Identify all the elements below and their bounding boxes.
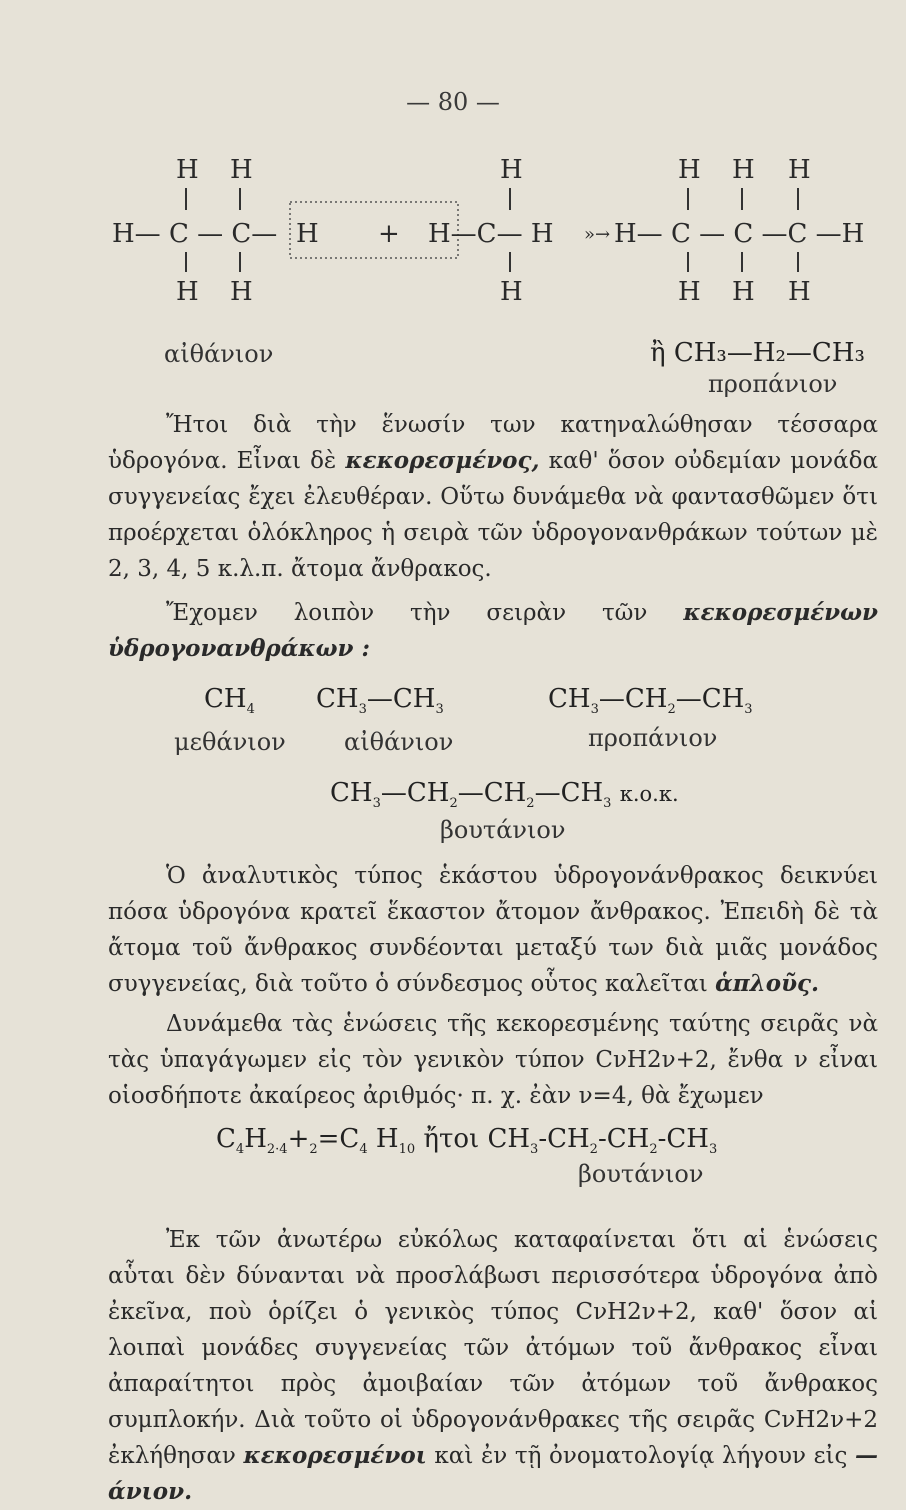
svg-text:H: H: [500, 277, 523, 307]
svg-text:H: H: [732, 277, 755, 307]
svg-text:H: H: [230, 155, 253, 185]
svg-text:H: H: [788, 155, 811, 185]
svg-text:H: H: [176, 155, 199, 185]
ethane-formula: $CH_3—CH_3$: [316, 684, 444, 718]
svg-text:»→: »→: [584, 224, 611, 245]
propane-label: προπάνιον: [708, 370, 838, 398]
svg-text:H: H: [500, 155, 523, 185]
reaction-structural-formula: [0, 140, 906, 310]
paragraph-2: Ἔχομεν λοιπὸν τὴν σειρὰν τῶν κεκορεσμένων ὑδρογονανθράκων :: [108, 599, 878, 662]
butane-equation: $C_4H_{2\cdot 4}+_2=C_4$ $H_{10}$ ἤτοι $CH_3-CH_2-CH_2-CH_3$: [216, 1124, 718, 1158]
emphasis-saturated-hydrocarbons: κεκορεσμένων ὑδρογονανθράκων :: [108, 599, 878, 662]
svg-text:H: H: [732, 155, 755, 185]
butane-equation-name: βουτάνιον: [578, 1160, 704, 1188]
svg-text:H: H: [230, 277, 253, 307]
svg-text:H: H: [176, 277, 199, 307]
paragraph-1: Ἤτοι διὰ τὴν ἕνωσίν των κατηναλώθησαν τέσσαρα ὑδρογόνα. Εἶναι δὲ κεκορεσμένος, καθ' ὅσον οὐδεμίαν μονάδα συγγενείας ἔχει ἐλευθέραν. Οὕτω δυνάμεθα νὰ φαντασθῶμεν ὅτι προέρχεται ὁλόκληρος ἡ σειρὰ τῶν ὑδρογονανθράκων τούτων μὲ 2, 3, 4, 5 κ.λ.π. ἄτομα ἄνθρακος.: [108, 412, 878, 582]
svg-text:H—C— H: H—C— H: [428, 219, 554, 249]
page-number: — 80 —: [406, 88, 500, 116]
butane-name: βουτάνιον: [440, 816, 566, 844]
emphasis-saturated-plural: κεκορεσμένοι: [243, 1442, 427, 1469]
svg-text:H: H: [788, 277, 811, 307]
paragraph-4: Δυνάμεθα τὰς ἑνώσεις τῆς κεκορεσμένης ταύτης σειρᾶς νὰ τὰς ὑπαγάγωμεν εἰς τὸν γενικὸν τύπον CνH2ν+2, ἔνθα ν εἶναι οἱοσδήποτε ἀκαίρεος ἀριθμός· π. χ. ἐὰν ν=4, θὰ ἔχωμεν: [108, 1011, 878, 1109]
svg-text:H: H: [678, 155, 701, 185]
svg-text:H— C — C —C —H: H— C — C —C —H: [614, 219, 865, 249]
svg-text:H— C — C—: H— C — C—: [112, 219, 278, 249]
methane-name: μεθάνιον: [174, 728, 286, 756]
methane-formula: $CH_4$: [204, 684, 255, 718]
propane-formula: $CH_3—CH_2—CH_3$: [548, 684, 753, 718]
propane-name: προπάνιον: [588, 724, 718, 752]
ethane-name: αἰθάνιον: [344, 728, 454, 756]
emphasis-saturated: κεκορεσμένος,: [345, 447, 540, 474]
emphasis-suffix: —άνιον.: [108, 1442, 878, 1505]
ethane-label: αἰθάνιον: [164, 340, 274, 368]
paragraph-3: Ὁ ἀναλυτικὸς τύπος ἑκάστου ὑδρογονάνθρακος δεικνύει πόσα ὑδρογόνα κρατεῖ ἕκαστον ἄτομον ἄνθρακος. Ἐπειδὴ δὲ τὰ ἄτομα τοῦ ἄνθρακος συνδέονται μεταξύ των διὰ μιᾶς μονάδος συγγενείας, διὰ τοῦτο ὁ σύνδεσμος οὗτος καλεῖται ἁπλοῦς.: [108, 863, 878, 997]
butane-formula: $CH_3—CH_2—CH_2—CH_3$ κ.ο.κ.: [330, 778, 679, 812]
propane-condensed-formula: ἢ CH₃—H₂—CH₃: [650, 338, 865, 368]
svg-text:+: +: [378, 219, 400, 249]
svg-text:H: H: [296, 219, 319, 249]
svg-text:H: H: [678, 277, 701, 307]
paragraph-5: Ἐκ τῶν ἀνωτέρω εὐκόλως καταφαίνεται ὅτι αἱ ἑνώσεις αὗται δὲν δύνανται νὰ προσλάβωσι περισσότερα ὑδρογόνα ἀπὸ ἐκεῖνα, ποὺ ὁρίζει ὁ γενικὸς τύπος CνH2ν+2, καθ' ὅσον αἱ λοιπαὶ μονάδες συγγενείας τῶν ἀτόμων τοῦ ἄνθρακος εἶναι ἀπαραίτητοι πρὸς ἀμοιβαίαν τῶν ἀτόμων τοῦ ἄνθρακος συμπλοκήν. Διὰ τοῦτο οἱ ὑδρογονάνθρακες τῆς σειρᾶς CνH2ν+2 ἐκλήθησαν κεκορεσμένοι καὶ ἐν τῇ ὀνοματολογίᾳ λήγουν εἰς —άνιον.: [108, 1227, 878, 1505]
emphasis-single-bond: ἁπλοῦς.: [715, 970, 820, 997]
